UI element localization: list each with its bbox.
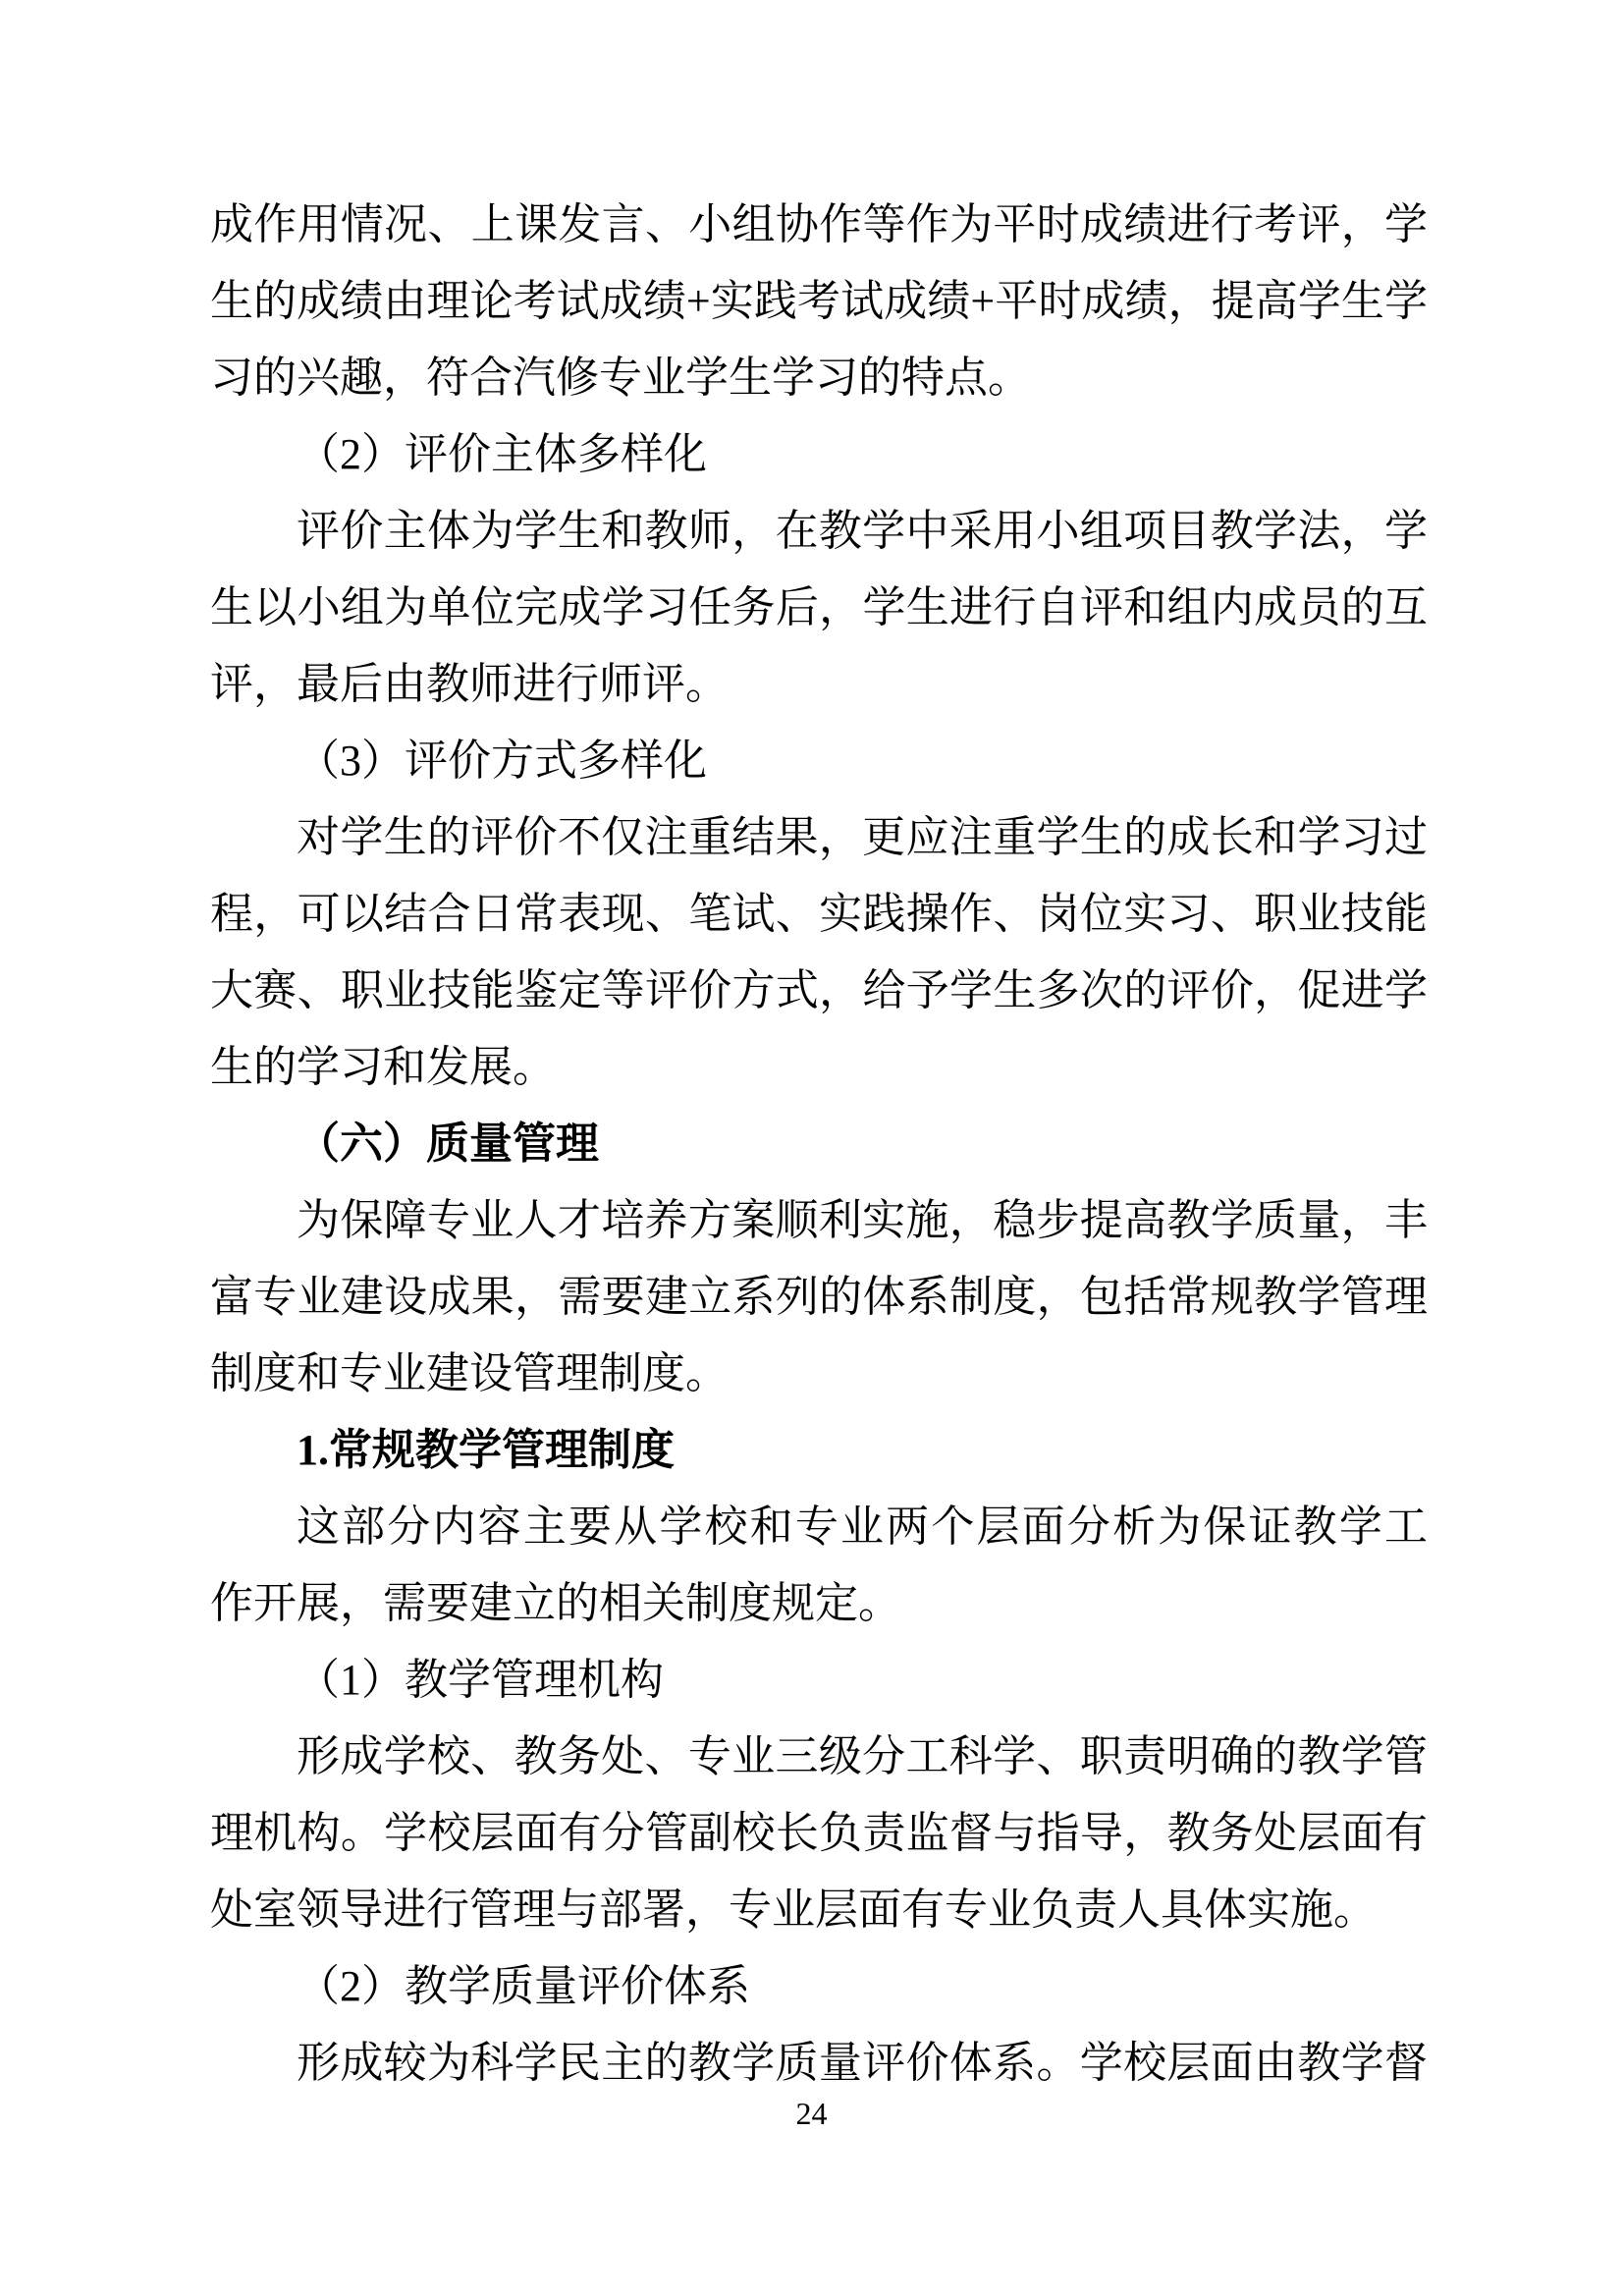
text-line: 生以小组为单位完成学习任务后，学生进行自评和组内成员的互 — [210, 583, 1428, 631]
text-line: 评，最后由教师进行师评。 — [210, 660, 729, 708]
text-line: （1）教学管理机构 — [297, 1656, 664, 1704]
text-line: （3）评价方式多样化 — [297, 737, 707, 785]
text-line: （六）质量管理 — [297, 1120, 599, 1168]
text-line: 作开展，需要建立的相关制度规定。 — [210, 1579, 901, 1627]
text-line: 生的学习和发展。 — [210, 1043, 556, 1091]
text-line: 生的成绩由理论考试成绩+实践考试成绩+平时成绩，提高学生学 — [210, 277, 1428, 325]
text-line: 1.常规教学管理制度 — [297, 1426, 675, 1474]
text-line: （2）教学质量评价体系 — [297, 1962, 750, 2010]
text-line: 程，可以结合日常表现、笔试、实践操作、岗位实习、职业技能 — [210, 890, 1428, 938]
text-line: 形成较为科学民主的教学质量评价体系。学校层面由教学督 — [297, 2039, 1428, 2087]
text-line: 成作用情况、上课发言、小组协作等作为平时成绩进行考评，学 — [210, 200, 1428, 248]
text-line: 大赛、职业技能鉴定等评价方式，给予学生多次的评价，促进学 — [210, 966, 1428, 1014]
text-line: 这部分内容主要从学校和专业两个层面分析为保证教学工 — [297, 1503, 1428, 1551]
text-line: 理机构。学校层面有分管副校长负责监督与指导，教务处层面有 — [210, 1809, 1428, 1857]
text-line: 对学生的评价不仅注重结果，更应注重学生的成长和学习过 — [297, 813, 1428, 861]
text-line: 习的兴趣，符合汽修专业学生学习的特点。 — [210, 354, 1031, 402]
text-line: 制度和专业建设管理制度。 — [210, 1349, 729, 1397]
text-line: 形成学校、教务处、专业三级分工科学、职责明确的教学管 — [297, 1732, 1428, 1780]
text-line: 评价主体为学生和教师，在教学中采用小组项目教学法，学 — [297, 507, 1428, 555]
text-line: （2）评价主体多样化 — [297, 430, 707, 478]
text-line: 处室领导进行管理与部署，专业层面有专业负责人具体实施。 — [210, 1886, 1377, 1934]
text-line: 为保障专业人才培养方案顺利实施，稳步提高教学质量，丰 — [297, 1196, 1428, 1244]
document-body — [210, 187, 1428, 2102]
page-number: 24 — [795, 2096, 828, 2131]
text-line: 富专业建设成果，需要建立系列的体系制度，包括常规教学管理 — [210, 1273, 1428, 1321]
